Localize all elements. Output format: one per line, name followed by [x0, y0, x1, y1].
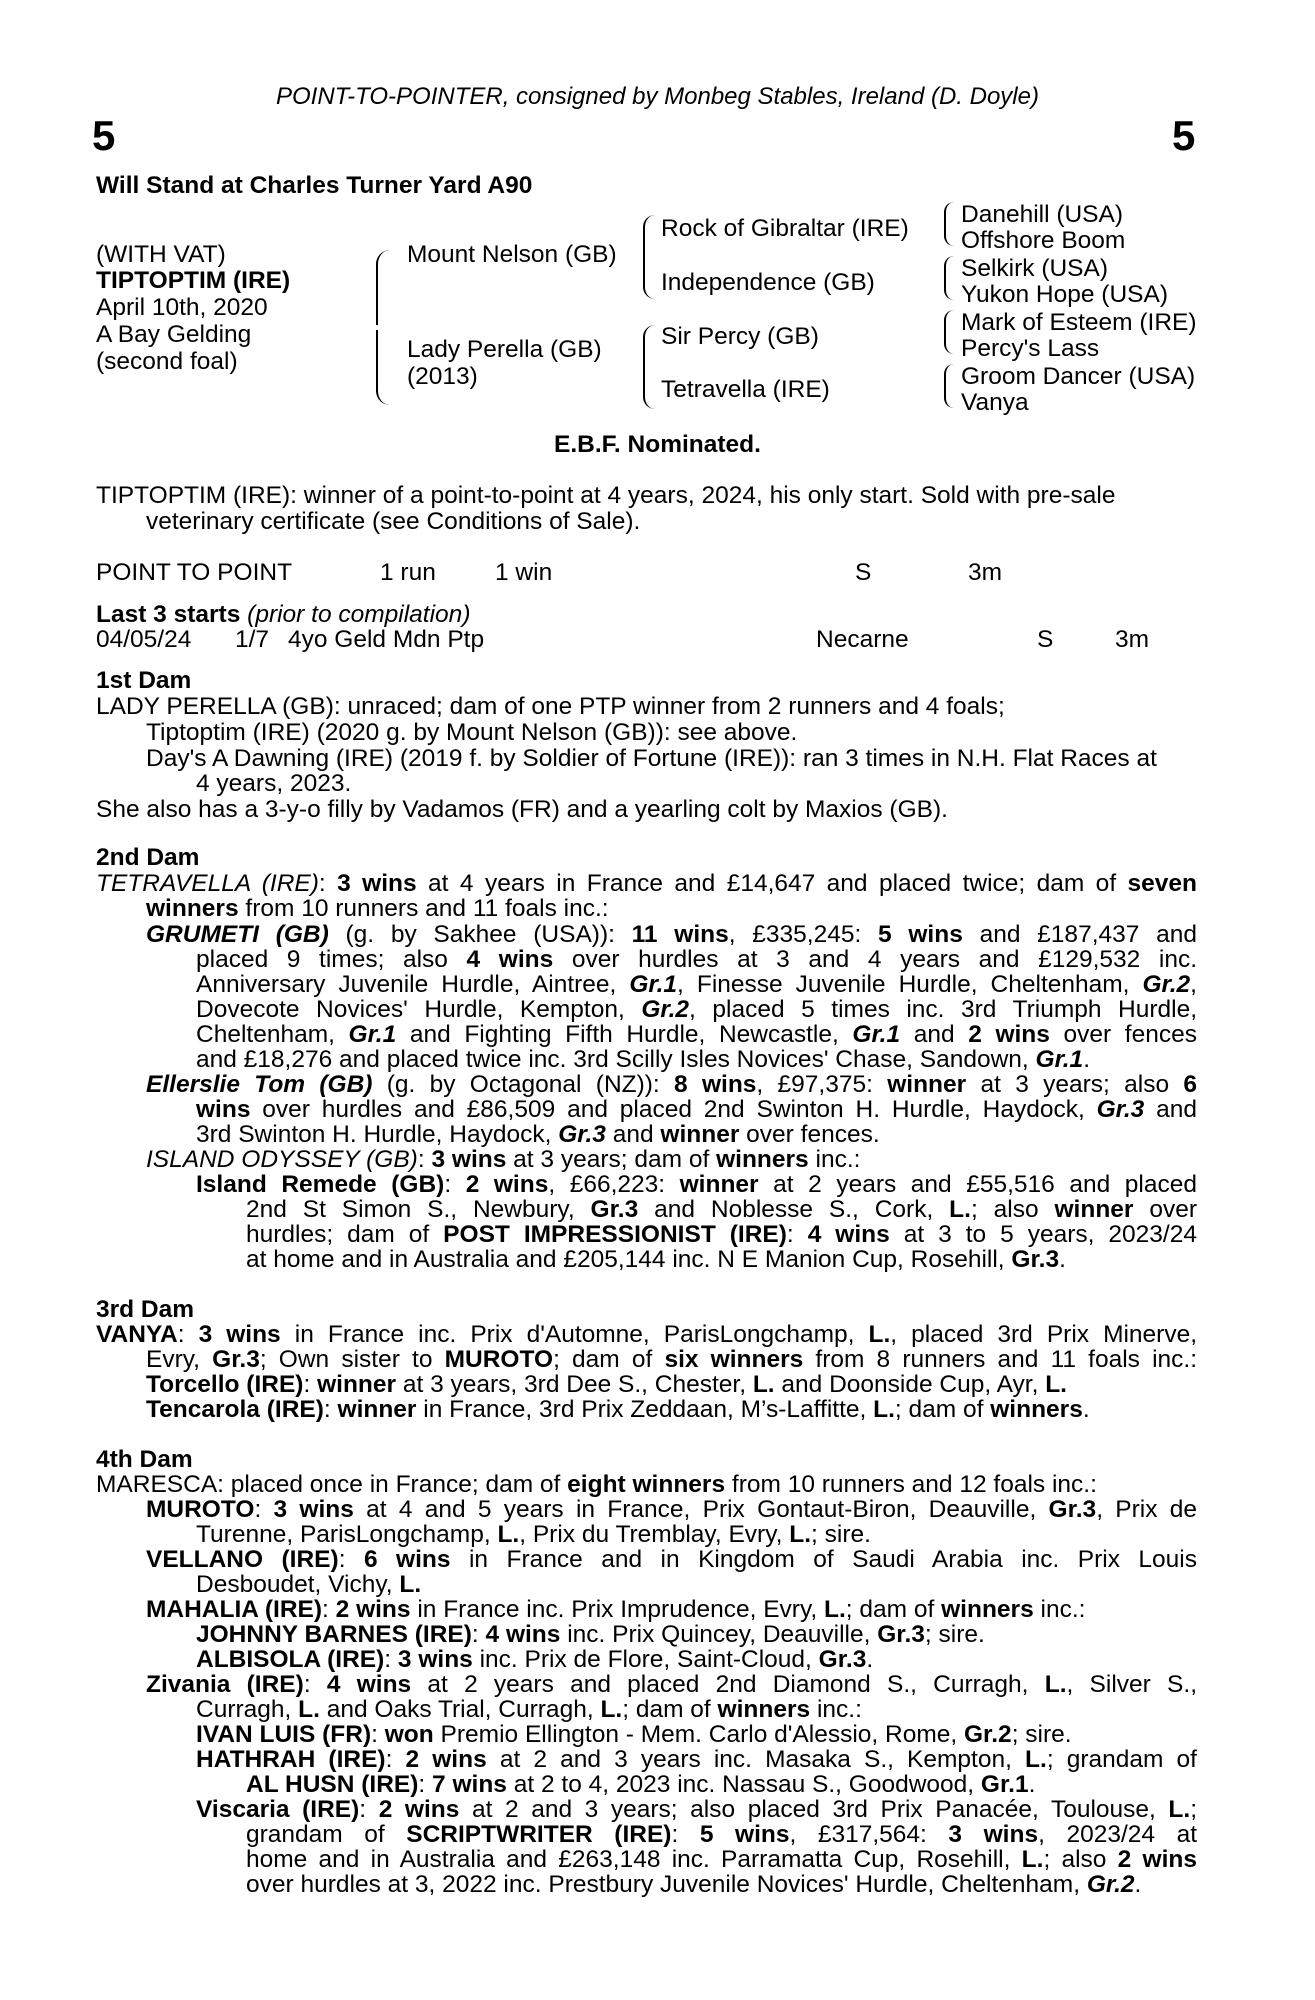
lot-number-left: 5: [92, 112, 116, 159]
dam4-title: 4th Dam: [96, 1446, 193, 1473]
ellerslie-line-3: 3rd Swinton H. Hurdle, Haydock, Gr.3 and winner over fences.: [196, 1121, 880, 1148]
summary-line-1: TIPTOPTIM (IRE): winner of a point-to-point at 4 years, 2024, his only start. Sold with pre-sale: [96, 482, 1116, 509]
dam1-line-4: 4 years, 2023.: [196, 770, 352, 797]
last3-race: 4yo Geld Mdn Ptp: [288, 626, 485, 653]
dam-year: (2013): [407, 363, 478, 390]
dam: Lady Perella (GB): [407, 336, 602, 363]
tetravella-line-2: winners from 10 runners and 11 foals inc.:: [146, 895, 609, 922]
grumeti-line-4: Dovecote Novices' Hurdle, Kempton, Gr.2, placed 5 times inc. 3rd Triumph Hurdle,: [196, 996, 1197, 1023]
johnny-barnes-line: JOHNNY BARNES (IRE): 4 wins inc. Prix Quincey, Deauville, Gr.3; sire.: [196, 1621, 985, 1648]
maresca-line: MARESCA: placed once in France; dam of eight winners from 10 runners and 12 foals inc.:: [96, 1471, 1097, 1498]
grumeti-line-1: GRUMETI (GB) (g. by Sakhee (USA)): 11 wins, £335,245: 5 wins and £187,437 and: [146, 921, 1197, 948]
last3-heading: [96, 602, 470, 628]
granddam-line-5: Mark of Esteem (IRE): [961, 309, 1197, 336]
granddam-line-6: Percy's Lass: [961, 335, 1100, 362]
foal-note: (second foal): [96, 348, 238, 375]
muroto-line-2: Turenne, ParisLongchamp, L., Prix du Tremblay, Evry, L.; sire.: [196, 1521, 871, 1548]
last3-note: (prior to compilation): [247, 601, 471, 628]
pedigree-main-brace-bottom: [376, 330, 392, 405]
record-wins: 1 win: [495, 559, 553, 586]
al-husn-line: AL HUSN (IRE): 7 wins at 2 to 4, 2023 inc. Nassau S., Goodwood, Gr.1.: [246, 1771, 1036, 1798]
ellerslie-line-2: wins over hurdles and £86,509 and placed 2nd Swinton H. Hurdle, Haydock, Gr.3 and: [196, 1096, 1198, 1123]
last3-going: S: [1037, 626, 1054, 653]
last3-date: 04/05/24: [96, 626, 192, 653]
last3-distance: 3m: [1115, 626, 1150, 653]
dam1-line-1: LADY PERELLA (GB): unraced; dam of one PTP winner from 2 runners and 4 foals;: [96, 693, 1005, 720]
ivan-luis-line: IVAN LUIS (FR): won Premio Ellington - Mem. Carlo d'Alessio, Rome, Gr.2; sire.: [196, 1721, 1072, 1748]
viscaria-line-2: grandam of SCRIPTWRITER (IRE): 5 wins, £317,564: 3 wins, 2023/24 at: [246, 1821, 1198, 1848]
ebf-nominated: E.B.F. Nominated.: [554, 431, 761, 458]
vanya-line-2: Evry, Gr.3; Own sister to MUROTO; dam of six winners from 8 runners and 11 foals inc.:: [146, 1346, 1198, 1373]
g-brace-4: [944, 364, 960, 408]
lot-number-right: 5: [1172, 112, 1196, 159]
record-type: POINT TO POINT: [96, 559, 293, 586]
viscaria-line-4: over hurdles at 3, 2022 inc. Prestbury Juvenile Novices' Hurdle, Cheltenham, Gr.2.: [246, 1871, 1142, 1898]
zivania-line-1: Zivania (IRE): 4 wins at 2 years and placed 2nd Diamond S., Curragh, L., Silver S.,: [146, 1671, 1198, 1698]
hathrah-line: HATHRAH (IRE): 2 wins at 2 and 3 years inc. Masaka S., Kempton, L.; grandam of: [196, 1746, 1197, 1773]
dam1-line-5: She also has a 3-y-o filly by Vadamos (FR) and a yearling colt by Maxios (GB).: [96, 796, 948, 823]
granddam-line-1: Danehill (USA): [961, 201, 1124, 228]
sire: Mount Nelson (GB): [407, 241, 617, 268]
vellano-line-1: VELLANO (IRE): 6 wins in France and in Kingdom of Saudi Arabia inc. Prix Louis: [146, 1546, 1197, 1573]
record-going: S: [855, 559, 872, 586]
dam1-line-3: Day's A Dawning (IRE) (2019 f. by Soldier of Fortune (IRE)): ran 3 times in N.H. Flat Races at: [146, 745, 1157, 772]
foaled-date: April 10th, 2020: [96, 294, 268, 321]
dam-sire: Sir Percy (GB): [661, 323, 819, 350]
vanya-line-1: VANYA: 3 wins in France inc. Prix d'Automne, ParisLongchamp, L., placed 3rd Prix Minerve,: [96, 1321, 1198, 1348]
granddam-line-7: Groom Dancer (USA): [961, 363, 1196, 390]
g-brace-1: [944, 202, 960, 246]
last3-position: 1/7: [235, 626, 270, 653]
g-brace-3: [944, 310, 960, 354]
pedigree-main-brace-top: [376, 250, 392, 325]
island-remede-line-1: Island Remede (GB): 2 wins, £66,223: winner at 2 years and £55,516 and placed: [196, 1171, 1197, 1198]
grumeti-line-6: and £18,276 and placed twice inc. 3rd Scilly Isles Novices' Chase, Sandown, Gr.1.: [196, 1046, 1091, 1073]
dam-brace: [643, 325, 659, 409]
vat-note: (WITH VAT): [96, 241, 226, 268]
summary-line-2: veterinary certificate (see Conditions of Sale).: [146, 508, 641, 535]
grumeti-line-2: placed 9 times; also 4 wins over hurdles at 3 and 4 years and £129,532 inc.: [196, 946, 1198, 973]
vellano-line-2: Desboudet, Vichy, L.: [196, 1571, 422, 1598]
albisola-line: ALBISOLA (IRE): 3 wins inc. Prix de Flore, Saint-Cloud, Gr.3.: [196, 1646, 874, 1673]
grumeti-line-5: Cheltenham, Gr.1 and Fighting Fifth Hurdle, Newcastle, Gr.1 and 2 wins over fences: [196, 1021, 1197, 1048]
sire-sire: Rock of Gibraltar (IRE): [661, 215, 909, 242]
consignor-line: POINT-TO-POINTER, consigned by Monbeg Stables, Ireland (D. Doyle): [276, 83, 1039, 110]
sire-brace: [643, 215, 659, 299]
granddam-line-4: Yukon Hope (USA): [961, 281, 1168, 308]
viscaria-line-1: Viscaria (IRE): 2 wins at 2 and 3 years; also placed 3rd Prix Panacée, Toulouse, L.;: [196, 1796, 1197, 1823]
dam-dam: Tetravella (IRE): [661, 376, 830, 403]
ellerslie-line-1: Ellerslie Tom (GB) (g. by Octagonal (NZ)): 8 wins, £97,375: winner at 3 years; also 6: [146, 1071, 1198, 1098]
record-distance: 3m: [968, 559, 1003, 586]
dam1-line-2: Tiptoptim (IRE) (2020 g. by Mount Nelson (GB)): see above.: [146, 719, 798, 746]
island-remede-line-4: at home and in Australia and £205,144 inc. N E Manion Cup, Rosehill, Gr.3.: [246, 1246, 1066, 1273]
mahalia-line: MAHALIA (IRE): 2 wins in France inc. Prix Imprudence, Evry, L.; dam of winners inc.:: [146, 1596, 1086, 1623]
horse-name: TIPTOPTIM (IRE): [96, 267, 291, 294]
record-runs: 1 run: [380, 559, 436, 586]
dam3-title: 3rd Dam: [96, 1296, 195, 1323]
tencarola-line: Tencarola (IRE): winner in France, 3rd Prix Zeddaan, M’s-Laffitte, L.; dam of winners.: [146, 1396, 1090, 1423]
dam1-title: 1st Dam: [96, 667, 192, 694]
tetravella-line-1: TETRAVELLA (IRE): 3 wins at 4 years in France and £14,647 and placed twice; dam of seven: [96, 870, 1198, 897]
torcello-line: Torcello (IRE): winner at 3 years, 3rd Dee S., Chester, L. and Doonside Cup, Ayr, L.: [146, 1371, 1067, 1398]
island-odyssey-line: ISLAND ODYSSEY (GB): 3 wins at 3 years; dam of winners inc.:: [146, 1146, 861, 1173]
grumeti-line-3: Anniversary Juvenile Hurdle, Aintree, Gr.1, Finesse Juvenile Hurdle, Cheltenham, Gr.2,: [196, 971, 1197, 998]
granddam-line-3: Selkirk (USA): [961, 255, 1109, 282]
zivania-line-2: Curragh, L. and Oaks Trial, Curragh, L.; dam of winners inc.:: [196, 1696, 862, 1723]
viscaria-line-3: home and in Australia and £263,148 inc. Parramatta Cup, Rosehill, L.; also 2 wins: [246, 1846, 1197, 1873]
granddam-line-2: Offshore Boom: [961, 227, 1126, 254]
last3-course: Necarne: [816, 626, 909, 653]
island-remede-line-3: hurdles; dam of POST IMPRESSIONIST (IRE): 4 wins at 3 to 5 years, 2023/24: [246, 1221, 1197, 1248]
sire-dam: Independence (GB): [661, 269, 875, 296]
stand-location: Will Stand at Charles Turner Yard A90: [96, 172, 533, 199]
dam2-title: 2nd Dam: [96, 844, 200, 871]
muroto-line-1: MUROTO: 3 wins at 4 and 5 years in France, Prix Gontaut-Biron, Deauville, Gr.3, Prix de: [146, 1496, 1197, 1523]
g-brace-2: [944, 256, 960, 300]
last3-title: Last 3 starts: [96, 601, 241, 628]
horse-description: A Bay Gelding: [96, 321, 252, 348]
island-remede-line-2: 2nd St Simon S., Newbury, Gr.3 and Noblesse S., Cork, L.; also winner over: [246, 1196, 1198, 1223]
granddam-line-8: Vanya: [961, 389, 1029, 416]
